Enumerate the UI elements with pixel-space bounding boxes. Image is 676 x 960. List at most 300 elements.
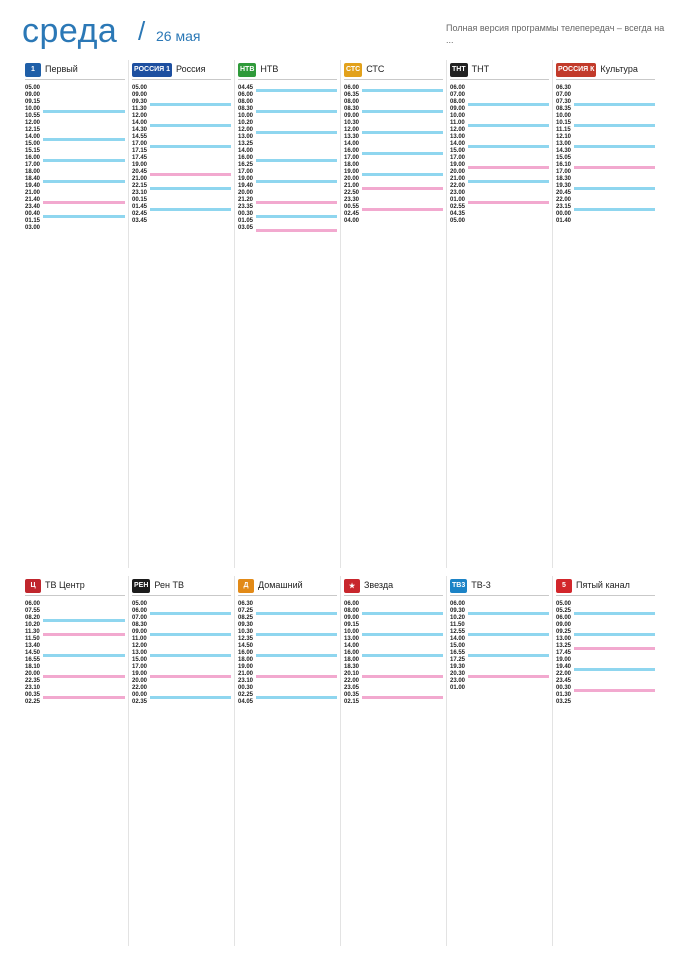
program-title — [362, 183, 443, 190]
channel-logo-icon: ТВ3 — [450, 579, 467, 593]
program-time: 14.55 — [132, 134, 148, 140]
program-row — [556, 106, 655, 113]
program-title — [468, 211, 549, 218]
program-title — [362, 134, 443, 141]
program-time: 21.20 — [238, 197, 254, 203]
program-title — [150, 106, 231, 113]
program-time: 00.30 — [238, 211, 254, 217]
program-title — [574, 636, 655, 643]
program-title — [256, 657, 337, 664]
program-time: 09.00 — [450, 106, 466, 112]
program-title — [150, 629, 231, 636]
program-time: 11.00 — [132, 636, 147, 642]
program-title — [468, 155, 549, 162]
program-time: 22.15 — [132, 183, 148, 189]
program-time: 18.00 — [25, 169, 41, 175]
program-row — [556, 692, 655, 699]
program-title — [468, 685, 549, 692]
channel-column — [234, 576, 340, 946]
program-time: 04.05 — [238, 699, 254, 705]
program-title — [468, 162, 549, 169]
program-row — [132, 127, 231, 134]
full-version-note: Полная версия программы телепередач – всегда на ... — [446, 23, 665, 45]
program-title — [150, 169, 231, 176]
program-title — [256, 183, 337, 190]
program-time: 08.30 — [238, 106, 254, 112]
program-row — [238, 141, 337, 148]
program-time: 05.00 — [132, 601, 148, 607]
program-title — [468, 657, 549, 664]
program-row — [450, 643, 549, 650]
program-time: 15.15 — [25, 148, 41, 154]
channel-column — [340, 60, 446, 568]
program-time: 06.00 — [450, 601, 466, 607]
program-title — [468, 643, 549, 650]
program-time: 19.00 — [556, 657, 572, 663]
program-time: 22.00 — [344, 678, 360, 684]
program-list — [238, 601, 337, 706]
program-row — [344, 134, 443, 141]
program-title — [256, 197, 337, 204]
program-row — [132, 218, 231, 225]
title-slash: / — [138, 16, 146, 46]
program-title — [256, 685, 337, 692]
program-title — [362, 664, 443, 671]
program-title — [362, 169, 443, 176]
channel-column — [552, 576, 658, 946]
program-time: 22.00 — [450, 183, 466, 189]
program-time: 06.30 — [556, 85, 572, 91]
program-row — [238, 120, 337, 127]
program-row — [132, 615, 231, 622]
program-time: 17.25 — [450, 657, 466, 663]
program-row — [238, 622, 337, 629]
program-title — [574, 699, 655, 706]
program-title — [150, 190, 231, 197]
program-row — [25, 650, 125, 657]
program-row — [238, 685, 337, 692]
program-row — [25, 636, 125, 643]
program-title — [256, 218, 337, 225]
program-list — [344, 601, 443, 706]
program-time: 16.00 — [344, 650, 360, 656]
program-time: 13.00 — [450, 134, 466, 140]
program-time: 08.00 — [344, 99, 360, 105]
program-row — [25, 106, 125, 113]
program-time: 22.50 — [344, 190, 360, 196]
program-row — [556, 211, 655, 218]
program-title — [43, 211, 125, 218]
program-row — [556, 650, 655, 657]
program-title — [574, 204, 655, 211]
program-title — [150, 218, 231, 225]
program-time: 15.05 — [556, 155, 572, 161]
program-time: 06.30 — [238, 601, 254, 607]
program-time: 18.10 — [25, 664, 41, 670]
program-title — [362, 120, 443, 127]
program-row — [132, 183, 231, 190]
program-title — [43, 622, 125, 629]
program-row — [132, 197, 231, 204]
program-title — [43, 699, 125, 706]
program-time: 09.15 — [25, 99, 41, 105]
program-title — [150, 664, 231, 671]
program-row — [25, 699, 125, 706]
program-title — [468, 204, 549, 211]
program-row — [25, 615, 125, 622]
program-time: 10.20 — [450, 615, 466, 621]
program-time: 23.00 — [450, 678, 466, 684]
program-time: 17.00 — [132, 141, 148, 147]
channel-column — [22, 60, 128, 568]
program-title — [256, 629, 337, 636]
program-time: 03.45 — [132, 218, 148, 224]
program-title — [150, 197, 231, 204]
program-title — [256, 692, 337, 699]
program-row — [25, 85, 125, 92]
program-row — [238, 155, 337, 162]
program-title — [150, 657, 231, 664]
program-title — [43, 671, 125, 678]
program-time: 20.00 — [450, 169, 466, 175]
program-time: 01.00 — [450, 685, 466, 691]
program-time: 06.35 — [344, 92, 360, 98]
program-title — [43, 218, 125, 225]
program-time: 16.00 — [25, 155, 41, 161]
program-row — [450, 169, 549, 176]
program-row — [344, 685, 443, 692]
program-time: 12.00 — [344, 127, 360, 133]
program-row — [25, 204, 125, 211]
program-row — [25, 99, 125, 106]
program-row — [132, 204, 231, 211]
program-row — [238, 169, 337, 176]
program-title — [468, 169, 549, 176]
program-title — [574, 685, 655, 692]
program-time: 08.00 — [450, 99, 466, 105]
program-title — [468, 141, 549, 148]
channel-name: ТНТ — [471, 64, 490, 74]
channel-name: Пятый канал — [576, 580, 630, 590]
program-time: 12.00 — [132, 113, 148, 119]
program-title — [362, 211, 443, 218]
channel-header — [25, 576, 125, 596]
program-title — [43, 120, 125, 127]
program-row — [344, 608, 443, 615]
program-row — [450, 148, 549, 155]
program-row — [344, 155, 443, 162]
program-row — [450, 204, 549, 211]
program-time: 17.00 — [450, 155, 466, 161]
program-time: 18.00 — [344, 162, 360, 168]
program-row — [556, 113, 655, 120]
program-title — [150, 99, 231, 106]
program-title — [43, 608, 125, 615]
channel-name: Звезда — [364, 580, 394, 590]
program-title — [362, 692, 443, 699]
program-time: 10.00 — [238, 113, 254, 119]
program-row — [132, 211, 231, 218]
program-title — [362, 106, 443, 113]
program-row — [450, 183, 549, 190]
program-title — [43, 204, 125, 211]
program-time: 23.10 — [238, 678, 254, 684]
weekday-title: среда — [22, 12, 118, 50]
program-row — [450, 92, 549, 99]
program-title — [150, 615, 231, 622]
program-row — [132, 148, 231, 155]
program-time: 19.00 — [344, 169, 360, 175]
program-title — [362, 113, 443, 120]
program-title — [574, 650, 655, 657]
program-row — [344, 183, 443, 190]
program-title — [256, 678, 337, 685]
program-row — [25, 190, 125, 197]
program-title — [468, 664, 549, 671]
program-time: 04.35 — [450, 211, 466, 217]
channel-header — [132, 60, 231, 80]
program-row — [556, 141, 655, 148]
program-title — [574, 155, 655, 162]
program-time: 09.15 — [344, 622, 360, 628]
program-title — [256, 127, 337, 134]
program-title — [574, 197, 655, 204]
program-time: 01.05 — [238, 218, 254, 224]
program-row — [25, 643, 125, 650]
program-time: 17.45 — [556, 650, 572, 656]
program-time: 02.55 — [450, 204, 466, 210]
program-row — [25, 113, 125, 120]
program-time: 06.00 — [556, 615, 572, 621]
program-title — [362, 176, 443, 183]
program-time: 08.30 — [344, 106, 360, 112]
channel-name: СТС — [366, 64, 385, 74]
program-time: 18.30 — [556, 176, 572, 182]
program-title — [43, 629, 125, 636]
program-title — [150, 671, 231, 678]
program-time: 02.45 — [132, 211, 148, 217]
program-time: 17.00 — [238, 169, 254, 175]
program-title — [574, 176, 655, 183]
program-time: 16.00 — [344, 148, 360, 154]
program-row — [556, 218, 655, 225]
program-time: 11.50 — [450, 622, 465, 628]
program-title — [150, 692, 231, 699]
program-time: 20.00 — [132, 678, 148, 684]
program-title — [362, 155, 443, 162]
program-title — [468, 218, 549, 225]
program-time: 18.00 — [238, 657, 254, 663]
program-time: 04.00 — [344, 218, 360, 224]
program-title — [574, 99, 655, 106]
program-row — [132, 134, 231, 141]
program-row — [344, 106, 443, 113]
program-title — [362, 671, 443, 678]
program-row — [450, 106, 549, 113]
program-list — [344, 85, 443, 225]
program-row — [450, 176, 549, 183]
program-row — [238, 92, 337, 99]
program-title — [362, 657, 443, 664]
program-time: 07.25 — [238, 608, 254, 614]
channel-logo-icon: НТВ — [238, 63, 256, 77]
program-title — [574, 183, 655, 190]
program-list — [132, 85, 231, 225]
program-time: 19.40 — [25, 183, 41, 189]
program-time: 20.00 — [344, 176, 360, 182]
program-row — [556, 608, 655, 615]
program-row — [132, 162, 231, 169]
channel-logo-icon: Д — [238, 579, 254, 593]
program-row — [344, 204, 443, 211]
program-title — [574, 671, 655, 678]
program-title — [574, 692, 655, 699]
program-time: 02.25 — [238, 692, 254, 698]
program-row — [344, 601, 443, 608]
program-row — [344, 664, 443, 671]
program-title — [43, 106, 125, 113]
program-title — [468, 650, 549, 657]
program-title — [256, 608, 337, 615]
channel-logo-icon: 1 — [25, 63, 41, 77]
program-title — [43, 127, 125, 134]
program-title — [468, 106, 549, 113]
program-title — [256, 155, 337, 162]
program-title — [574, 608, 655, 615]
program-row — [344, 85, 443, 92]
program-row — [556, 190, 655, 197]
program-time: 12.00 — [450, 127, 466, 133]
program-title — [468, 99, 549, 106]
program-row — [238, 176, 337, 183]
program-time: 06.00 — [25, 601, 41, 607]
program-row — [25, 155, 125, 162]
program-time: 05.00 — [132, 85, 148, 91]
program-time: 19.40 — [556, 664, 572, 670]
program-row — [238, 671, 337, 678]
program-title — [574, 622, 655, 629]
program-row — [556, 127, 655, 134]
program-row — [450, 629, 549, 636]
program-title — [362, 608, 443, 615]
program-title — [150, 636, 231, 643]
program-time: 18.00 — [344, 657, 360, 663]
program-title — [43, 148, 125, 155]
program-row — [25, 685, 125, 692]
program-title — [43, 169, 125, 176]
program-title — [150, 678, 231, 685]
program-time: 17.45 — [132, 155, 148, 161]
program-row — [556, 629, 655, 636]
program-row — [450, 120, 549, 127]
program-row — [238, 127, 337, 134]
program-title — [574, 211, 655, 218]
program-row — [556, 148, 655, 155]
program-time: 19.00 — [450, 162, 466, 168]
program-row — [344, 678, 443, 685]
program-row — [238, 650, 337, 657]
channel-header — [238, 60, 337, 80]
program-title — [43, 692, 125, 699]
program-title — [256, 601, 337, 608]
program-row — [556, 183, 655, 190]
program-time: 18.30 — [344, 664, 360, 670]
program-row — [450, 622, 549, 629]
program-row — [132, 190, 231, 197]
program-list — [450, 601, 549, 692]
program-time: 19.30 — [556, 183, 572, 189]
program-time: 20.00 — [238, 190, 254, 196]
program-row — [238, 657, 337, 664]
program-title — [362, 678, 443, 685]
program-row — [238, 664, 337, 671]
program-row — [450, 113, 549, 120]
program-time: 23.10 — [25, 685, 41, 691]
program-row — [344, 120, 443, 127]
channel-header — [25, 60, 125, 80]
page-header — [22, 12, 665, 54]
program-title — [574, 657, 655, 664]
program-title — [256, 106, 337, 113]
program-time: 08.35 — [556, 106, 572, 112]
program-row — [556, 657, 655, 664]
program-row — [238, 692, 337, 699]
program-row — [25, 664, 125, 671]
program-row — [238, 218, 337, 225]
program-title — [362, 127, 443, 134]
program-title — [43, 183, 125, 190]
program-title — [574, 664, 655, 671]
program-time: 00.00 — [556, 211, 572, 217]
program-row — [556, 699, 655, 706]
program-time: 11.30 — [132, 106, 147, 112]
program-row — [238, 183, 337, 190]
program-list — [556, 85, 655, 225]
channel-name: Первый — [45, 64, 78, 74]
program-title — [256, 211, 337, 218]
program-row — [25, 678, 125, 685]
program-title — [150, 162, 231, 169]
program-time: 15.00 — [132, 657, 148, 663]
program-title — [43, 615, 125, 622]
program-row — [344, 99, 443, 106]
program-list — [132, 601, 231, 706]
program-row — [344, 197, 443, 204]
program-title — [468, 615, 549, 622]
program-title — [468, 176, 549, 183]
program-title — [468, 197, 549, 204]
program-title — [256, 204, 337, 211]
program-time: 17.00 — [25, 162, 41, 168]
program-time: 09.30 — [132, 99, 148, 105]
program-row — [450, 211, 549, 218]
program-time: 12.00 — [25, 120, 41, 126]
program-row — [238, 225, 337, 232]
program-time: 14.00 — [450, 636, 466, 642]
program-title — [43, 85, 125, 92]
channel-header — [132, 576, 231, 596]
program-title — [256, 615, 337, 622]
program-row — [25, 629, 125, 636]
program-row — [556, 92, 655, 99]
program-time: 12.00 — [132, 643, 148, 649]
program-time: 19.00 — [238, 176, 254, 182]
program-row — [238, 699, 337, 706]
program-time: 09.30 — [238, 622, 254, 628]
program-title — [468, 636, 549, 643]
program-title — [256, 162, 337, 169]
bottom-schedule-grid — [22, 576, 658, 946]
